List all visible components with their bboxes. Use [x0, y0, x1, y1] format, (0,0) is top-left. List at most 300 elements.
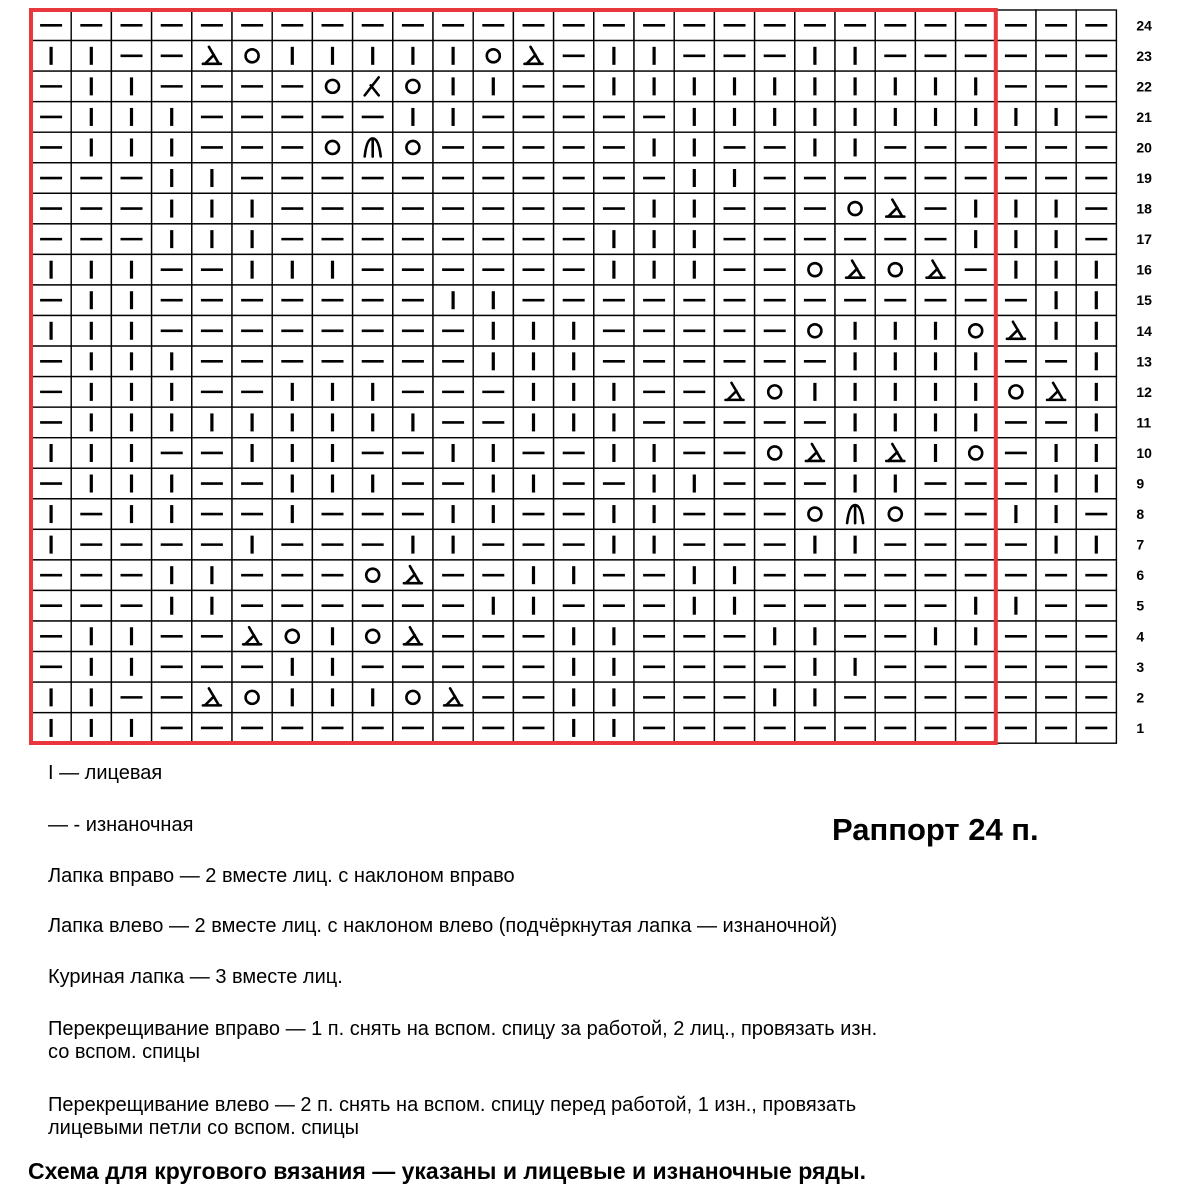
chart-cell — [594, 10, 634, 41]
chart-cell — [1036, 682, 1076, 713]
chart-cell — [554, 346, 594, 377]
chart-cell — [31, 163, 71, 194]
chart-cell — [554, 468, 594, 499]
chart-cell — [554, 407, 594, 438]
chart-cell — [554, 652, 594, 683]
chart-cell — [111, 590, 151, 621]
chart-cell — [1036, 713, 1076, 744]
chart-cell — [996, 285, 1036, 316]
chart-cell — [473, 682, 513, 713]
chart-cell — [192, 652, 232, 683]
chart-cell — [71, 163, 111, 194]
chart-cell — [473, 285, 513, 316]
chart-cells — [31, 10, 1116, 743]
chart-cell — [554, 132, 594, 163]
chart-cell — [634, 590, 674, 621]
chart-cell — [473, 71, 513, 102]
chart-cell — [513, 224, 553, 255]
chart-cell — [835, 41, 875, 72]
chart-cell — [433, 377, 473, 408]
chart-cell — [674, 254, 714, 285]
chart-cell — [674, 285, 714, 316]
chart-cell — [513, 713, 553, 744]
chart-cell — [513, 102, 553, 133]
chart-cell — [755, 529, 795, 560]
chart-cell — [192, 499, 232, 530]
chart-cell — [634, 254, 674, 285]
chart-cell — [232, 438, 272, 469]
chart-cell — [272, 41, 312, 72]
chart-cell — [875, 193, 915, 224]
chart-cell — [996, 254, 1036, 285]
chart-cell — [1036, 652, 1076, 683]
chart-cell — [795, 41, 835, 72]
chart-cell — [674, 713, 714, 744]
chart-cell — [312, 652, 352, 683]
chart-cell — [192, 41, 232, 72]
chart-cell — [353, 10, 393, 41]
chart-cell — [634, 10, 674, 41]
chart-cell — [915, 529, 955, 560]
chart-cell — [111, 621, 151, 652]
chart-cell — [433, 529, 473, 560]
chart-cell — [71, 560, 111, 591]
chart-cell — [996, 560, 1036, 591]
chart-cell — [634, 285, 674, 316]
chart-cell — [875, 41, 915, 72]
chart-cell — [996, 713, 1036, 744]
chart-cell — [795, 590, 835, 621]
chart-cell — [1076, 590, 1116, 621]
row-number: 9 — [1136, 475, 1145, 492]
chart-cell — [353, 621, 393, 652]
chart-cell — [272, 285, 312, 316]
chart-cell — [353, 468, 393, 499]
chart-cell — [634, 652, 674, 683]
chart-cell — [312, 285, 352, 316]
chart-cell — [71, 590, 111, 621]
chart-cell — [272, 346, 312, 377]
chart-cell — [554, 193, 594, 224]
chart-cell — [755, 285, 795, 316]
chart-cell — [795, 254, 835, 285]
chart-cell — [1036, 529, 1076, 560]
chart-cell — [1036, 438, 1076, 469]
chart-cell — [634, 163, 674, 194]
legend-cross-right-2: со вспом. спицы — [48, 1041, 200, 1063]
legend-right-decrease: Лапка вправо — 2 вместе лиц. с наклоном вправо — [48, 865, 515, 887]
chart-cell — [272, 254, 312, 285]
chart-cell — [915, 468, 955, 499]
chart-cell — [31, 621, 71, 652]
chart-cell — [312, 438, 352, 469]
chart-cell — [1076, 316, 1116, 347]
chart-cell — [71, 346, 111, 377]
chart-cell — [232, 529, 272, 560]
row-number: 19 — [1136, 170, 1152, 187]
chart-cell — [996, 41, 1036, 72]
chart-cell — [835, 377, 875, 408]
chart-cell — [674, 499, 714, 530]
chart-cell — [111, 224, 151, 255]
chart-cell — [393, 407, 433, 438]
chart-cell — [835, 316, 875, 347]
chart-cell — [634, 346, 674, 377]
chart-cell — [513, 468, 553, 499]
chart-cell — [915, 193, 955, 224]
chart-cell — [956, 193, 996, 224]
chart-cell — [996, 590, 1036, 621]
chart-cell — [71, 285, 111, 316]
chart-cell — [835, 224, 875, 255]
chart-cell — [554, 377, 594, 408]
chart-cell — [875, 316, 915, 347]
chart-cell — [594, 254, 634, 285]
chart-cell — [634, 71, 674, 102]
chart-cell — [192, 10, 232, 41]
chart-cell — [674, 102, 714, 133]
chart-cell — [915, 621, 955, 652]
chart-cell — [634, 621, 674, 652]
chart-cell — [795, 713, 835, 744]
chart-cell — [31, 682, 71, 713]
chart-cell — [393, 71, 433, 102]
chart-cell — [232, 377, 272, 408]
chart-cell — [835, 163, 875, 194]
chart-cell — [433, 163, 473, 194]
chart-cell — [152, 102, 192, 133]
chart-cell — [795, 10, 835, 41]
chart-cell — [71, 193, 111, 224]
row-number: 14 — [1136, 322, 1152, 339]
chart-cell — [71, 713, 111, 744]
chart-cell — [232, 102, 272, 133]
chart-cell — [272, 224, 312, 255]
chart-cell — [956, 254, 996, 285]
chart-cell — [956, 468, 996, 499]
chart-cell — [1036, 132, 1076, 163]
chart-cell — [554, 529, 594, 560]
chart-cell — [111, 10, 151, 41]
row-number: 5 — [1136, 597, 1145, 614]
chart-cell — [513, 438, 553, 469]
chart-cell — [473, 193, 513, 224]
chart-cell — [915, 254, 955, 285]
chart-cell — [111, 499, 151, 530]
chart-cell — [433, 438, 473, 469]
chart-cell — [111, 377, 151, 408]
chart-cell — [835, 254, 875, 285]
chart-cell — [31, 71, 71, 102]
chart-cell — [513, 346, 553, 377]
chart-cell — [915, 132, 955, 163]
chart-cell — [1076, 254, 1116, 285]
chart-cell — [915, 407, 955, 438]
chart-cell — [674, 377, 714, 408]
chart-cell — [795, 407, 835, 438]
chart-cell — [875, 713, 915, 744]
chart-cell — [152, 132, 192, 163]
chart-cell — [714, 254, 754, 285]
chart-cell — [554, 438, 594, 469]
chart-cell — [674, 560, 714, 591]
chart-cell — [714, 102, 754, 133]
legend-cross-left-1: Перекрещивание влево — 2 п. снять на вспом. спицу перед работой, 1 изн., провязать — [48, 1094, 857, 1116]
chart-cell — [674, 71, 714, 102]
chart-cell — [554, 499, 594, 530]
chart-cell — [594, 468, 634, 499]
row-number: 24 — [1136, 17, 1152, 34]
chart-cell — [1076, 102, 1116, 133]
chart-cell — [71, 41, 111, 72]
chart-cell — [513, 41, 553, 72]
chart-cell — [755, 621, 795, 652]
chart-cell — [594, 346, 634, 377]
chart-cell — [875, 10, 915, 41]
chart-cell — [594, 682, 634, 713]
chart-cell — [272, 316, 312, 347]
chart-cell — [956, 590, 996, 621]
chart-cell — [1076, 407, 1116, 438]
chart-cell — [152, 224, 192, 255]
chart-cell — [996, 10, 1036, 41]
chart-cell — [594, 132, 634, 163]
chart-cell — [1076, 682, 1116, 713]
chart-cell — [152, 254, 192, 285]
chart-cell — [634, 468, 674, 499]
chart-cell — [473, 224, 513, 255]
chart-cell — [674, 652, 714, 683]
chart-cell — [353, 713, 393, 744]
row-number: 8 — [1136, 506, 1145, 523]
chart-cell — [152, 346, 192, 377]
chart-cell — [473, 316, 513, 347]
chart-cell — [714, 316, 754, 347]
chart-cell — [71, 529, 111, 560]
chart-cell — [473, 529, 513, 560]
chart-cell — [795, 468, 835, 499]
row-number: 17 — [1136, 231, 1152, 248]
chart-cell — [554, 163, 594, 194]
chart-cell — [473, 499, 513, 530]
chart-cell — [1076, 560, 1116, 591]
chart-cell — [312, 346, 352, 377]
chart-cell — [152, 590, 192, 621]
chart-cell — [111, 193, 151, 224]
chart-cell — [554, 621, 594, 652]
row-number: 11 — [1136, 414, 1152, 431]
row-number: 15 — [1136, 292, 1152, 309]
chart-cell — [634, 224, 674, 255]
chart-cell — [192, 224, 232, 255]
chart-cell — [232, 285, 272, 316]
chart-cell — [875, 163, 915, 194]
chart-cell — [272, 713, 312, 744]
chart-cell — [1036, 285, 1076, 316]
chart-cell — [393, 254, 433, 285]
chart-cell — [1076, 41, 1116, 72]
chart-cell — [1076, 377, 1116, 408]
chart-cell — [875, 377, 915, 408]
chart-cell — [473, 377, 513, 408]
chart-cell — [714, 71, 754, 102]
chart-cell — [875, 346, 915, 377]
chart-cell — [513, 529, 553, 560]
chart-cell — [513, 316, 553, 347]
chart-cell — [272, 193, 312, 224]
chart-cell — [956, 377, 996, 408]
chart-cell — [353, 102, 393, 133]
chart-cell — [996, 682, 1036, 713]
chart-cell — [473, 407, 513, 438]
chart-cell — [353, 560, 393, 591]
chart-cell — [674, 682, 714, 713]
chart-cell — [433, 346, 473, 377]
chart-cell — [835, 193, 875, 224]
chart-cell — [1036, 407, 1076, 438]
chart-cell — [353, 193, 393, 224]
chart-cell — [31, 10, 71, 41]
chart-cell — [433, 193, 473, 224]
row-number: 22 — [1136, 78, 1152, 95]
chart-cell — [956, 529, 996, 560]
chart-cell — [594, 652, 634, 683]
chart-cell — [353, 407, 393, 438]
chart-cell — [353, 163, 393, 194]
chart-cell — [312, 468, 352, 499]
chart-cell — [634, 41, 674, 72]
chart-cell — [272, 652, 312, 683]
chart-cell — [71, 621, 111, 652]
chart-cell — [433, 132, 473, 163]
chart-cell — [875, 132, 915, 163]
chart-cell — [875, 621, 915, 652]
chart-cell — [674, 621, 714, 652]
chart-cell — [915, 41, 955, 72]
chart-cell — [71, 377, 111, 408]
chart-cell — [111, 560, 151, 591]
chart-cell — [1036, 499, 1076, 530]
chart-cell — [31, 438, 71, 469]
chart-cell — [634, 316, 674, 347]
chart-cell — [393, 682, 433, 713]
row-number: 10 — [1136, 444, 1152, 461]
chart-cell — [312, 71, 352, 102]
chart-cell — [312, 499, 352, 530]
chart-cell — [875, 682, 915, 713]
chart-cell — [956, 346, 996, 377]
chart-cell — [312, 529, 352, 560]
chart-cell — [232, 560, 272, 591]
chart-cell — [835, 652, 875, 683]
chart-cell — [353, 377, 393, 408]
chart-cell — [232, 652, 272, 683]
chart-cell — [795, 193, 835, 224]
chart-cell — [755, 590, 795, 621]
chart-cell — [714, 560, 754, 591]
chart-cell — [312, 132, 352, 163]
chart-cell — [473, 590, 513, 621]
chart-cell — [31, 254, 71, 285]
row-number: 3 — [1136, 658, 1145, 675]
chart-cell — [272, 132, 312, 163]
chart-caption: Схема для кругового вязания — указаны и лицевые и изнаночные ряды. — [28, 1158, 867, 1184]
chart-cell — [554, 71, 594, 102]
chart-cell — [31, 346, 71, 377]
chart-cell — [594, 41, 634, 72]
chart-cell — [795, 560, 835, 591]
chart-cell — [1036, 71, 1076, 102]
chart-cell — [312, 407, 352, 438]
chart-cell — [915, 285, 955, 316]
chart-cell — [674, 468, 714, 499]
chart-cell — [353, 132, 393, 163]
chart-cell — [674, 132, 714, 163]
chart-cell — [674, 346, 714, 377]
chart-cell — [152, 163, 192, 194]
chart-cell — [232, 163, 272, 194]
chart-cell — [1036, 10, 1076, 41]
chart-cell — [513, 682, 553, 713]
chart-cell — [755, 102, 795, 133]
chart-cell — [232, 713, 272, 744]
chart-cell — [915, 224, 955, 255]
chart-cell — [433, 621, 473, 652]
chart-cell — [755, 377, 795, 408]
chart-cell — [594, 560, 634, 591]
chart-cell — [272, 407, 312, 438]
chart-cell — [835, 621, 875, 652]
chart-cell — [1036, 102, 1076, 133]
chart-cell — [473, 438, 513, 469]
chart-cell — [554, 41, 594, 72]
chart-cell — [312, 713, 352, 744]
chart-cell — [1036, 193, 1076, 224]
chart-cell — [795, 224, 835, 255]
chart-cell — [1076, 193, 1116, 224]
chart-cell — [393, 285, 433, 316]
chart-cell — [594, 377, 634, 408]
chart-cell — [232, 254, 272, 285]
chart-cell — [795, 377, 835, 408]
chart-cell — [875, 652, 915, 683]
chart-cell — [31, 285, 71, 316]
chart-cell — [674, 316, 714, 347]
chart-cell — [1076, 346, 1116, 377]
chart-cell — [1036, 163, 1076, 194]
chart-cell — [232, 224, 272, 255]
chart-cell — [152, 193, 192, 224]
chart-cell — [915, 499, 955, 530]
chart-cell — [393, 377, 433, 408]
chart-cell — [594, 224, 634, 255]
chart-cell — [192, 438, 232, 469]
chart-cell — [111, 468, 151, 499]
chart-cell — [1036, 316, 1076, 347]
chart-cell — [674, 41, 714, 72]
chart-cell — [875, 438, 915, 469]
chart-cell — [996, 102, 1036, 133]
chart-cell — [353, 346, 393, 377]
row-number: 4 — [1136, 628, 1145, 645]
chart-cell — [111, 438, 151, 469]
chart-cell — [71, 407, 111, 438]
chart-cell — [795, 438, 835, 469]
chart-cell — [594, 529, 634, 560]
legend-cross-right-1: Перекрещивание вправо — 1 п. снять на вспом. спицу за работой, 2 лиц., провязать изн. — [48, 1018, 878, 1040]
chart-cell — [755, 10, 795, 41]
chart-cell — [393, 224, 433, 255]
